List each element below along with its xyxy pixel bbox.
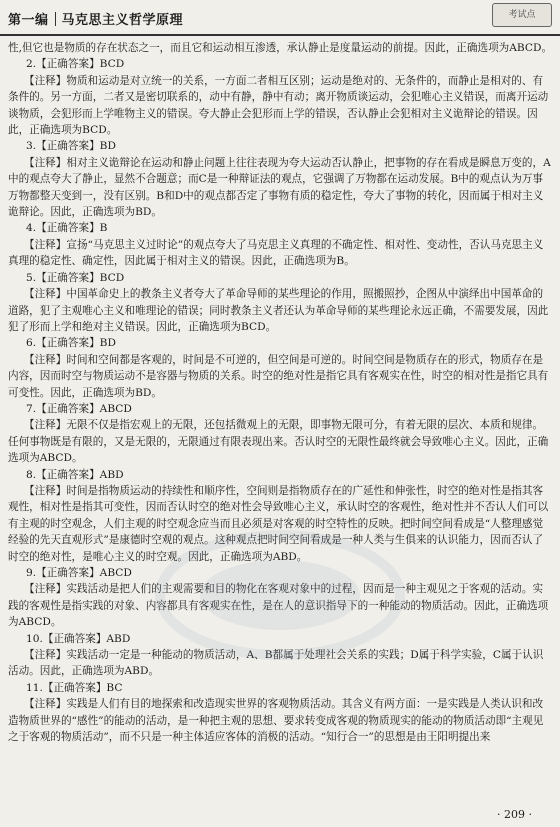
note-paragraph: 【注释】时间是指物质运动的持续性和顺序性，空间则是指物质存在的广延性和伸张性，时空的绝对性是指其客观性，相对性是指其可变性，因而否认时空的绝对性会导致唯心主义，承认时空的客观性，绝对性并不否认人们可以有主观的时空观念，人们主观的时空观念应当而且必须是对客观的时空特性的反映。把时间空间看成是“人整理感觉经验的先天直观形式”是康德时空观的观点。这种观点把时间空间看成是一种人类与生俱来的认识能力，因而否认了时空的绝对性，是唯心主义的时空观。因此，正确选项为ABD。 [8,484,549,563]
page-header [0,0,560,36]
answer-line: 11.【正确答案】BC [26,681,123,694]
answer-line: 5.【正确答案】BCD [26,271,125,284]
part-label: 第一编 [8,13,49,28]
page-number: · 209 · [497,808,532,821]
publisher-logo: 考试点 [492,3,552,27]
chapter-title: 马克思主义哲学原理 [61,13,184,28]
answer-line: 2.【正确答案】BCD [26,58,125,71]
note-paragraph: 性,但它也是物质的存在状态之一，而且它和运动相互渗透，承认静止是度量运动的前提。因此，正确选项为ABCD。 [8,42,553,54]
answer-line: 9.【正确答案】ABCD [26,567,132,579]
header-divider [55,12,56,26]
note-paragraph: 【注释】实践活动是把人们的主观需要和目的物化在客观对象中的过程，因而是一种主观见之于客观的活动。实践的客观性是指实践的对象、内容都具有客观实在性，是在人的意识指导下的一种能动的物质活动。因此，正确选项为ABCD。 [8,583,549,629]
note-paragraph: 【注释】无限不仅是指宏观上的无限，还包括微观上的无限，即事物无限可分，有着无限的层次、本质和规律。任何事物既是有限的，又是无限的，无限通过有限表现出来。否认时空的无限性最终就会导致唯心主义。因此，正确选项为ABCD。 [8,419,549,465]
answer-line: 7.【正确答案】ABCD [26,402,132,415]
page-body [8,40,553,745]
note-paragraph: 【注释】宣扬“马克思主义过时论”的观点夸大了马克思主义真理的不确定性、相对性、变动性，否认马克思主义真理的稳定性、确定性，因此属于相对主义的错误。因此，正确选项为B。 [8,238,544,268]
answer-line: 4.【正确答案】B [26,222,108,235]
note-paragraph: 【注释】物质和运动是对立统一的关系，一方面二者相互区别；运动是绝对的、无条件的，而静止是相对的、有条件的。另一方面，二者又是密切联系的，动中有静，静中有动；离开物质谈运动，会犯唯心主义错误，而离开运动谈物质，会犯形而上学唯物主义的错误。夸大静止会犯形而上学的错误，否认静止会犯相对主义诡辩论的错误。因此，正确选项为BCD。 [8,74,549,137]
note-paragraph: 【注释】时间和空间都是客观的，时间是不可逆的，但空间是可逆的。时间空间是物质存在的形式，物质存在是内容，因而时空与物质运动不是容器与物质的关系。时空的绝对性是指它具有客观实在性，时空的相对性是指它具有可变性。因此，正确选项为BD。 [8,353,549,399]
answer-line: 8.【正确答案】ABD [26,468,124,481]
chapter-heading [8,9,183,28]
answer-line: 10.【正确答案】ABD [26,632,131,645]
answer-line: 3.【正确答案】BD [26,140,116,153]
answer-line: 6.【正确答案】BD [26,337,116,350]
note-paragraph: 【注释】实践活动一定是一种能动的物质活动，A、B都属于处理社会关系的实践；D属于科学实验，C属于认识活动。因此，正确选项为ABD。 [8,649,544,678]
note-paragraph: 【注释】中国革命史上的教条主义者夸大了革命导师的某些理论的作用，照搬照抄，企图从中演绎出中国革命的道路，犯了主观唯心主义和唯理论的错误；同时教条主义者还认为革命导师的某些理论永远正确，不需要发展，因此犯了形而上学和绝对主义错误。因此，正确选项为BCD。 [8,288,549,333]
note-paragraph: 【注释】实践是人们有目的地探索和改造现实世界的客观物质活动。其含义有两方面：一是实践是人类认识和改造物质世界的“感性”的能动的活动，是一种把主观的思想、要求转变成客观的物质现实的能动的物质活动即“主观见之于客观的物质活动”，而不只是一种主体适应客体的消极的活动。“知行合一”的思想是由王阳明提出来 [8,698,544,744]
note-paragraph: 【注释】相对主义诡辩论在运动和静止问题上往往表现为夸大运动否认静止，把事物的存在看成是瞬息万变的，A中的观点夸大了静止，显然不合题意；而C是一种辩证法的观点，它强调了万物都在运动发展。B中的观点认为万事万物都整天变到一，没有区别。B和D中的观点都否定了事物有质的稳定性，夸大了事物的转化，因而属于相对主义诡辩论。因此，正确选项为BD。 [8,156,551,219]
